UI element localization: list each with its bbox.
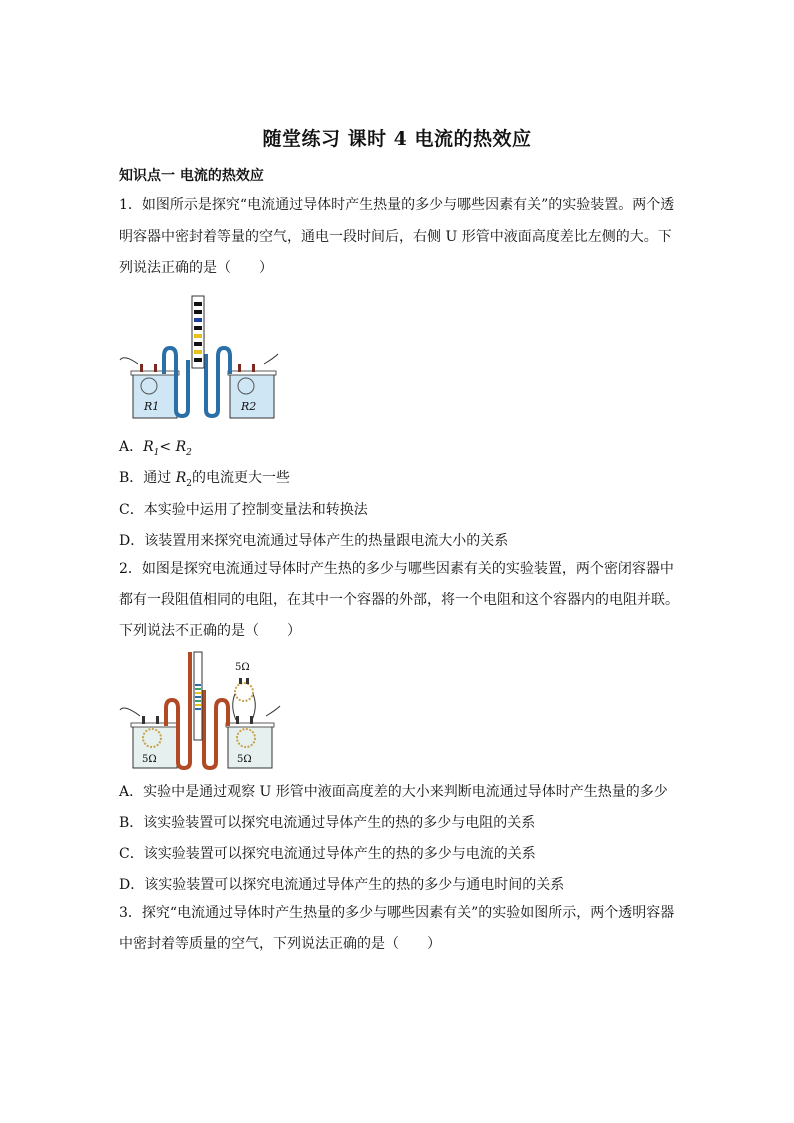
q2-option-d[interactable]: D．该实验装置可以探究电流通过导体产生的热的多少与通电时间的关系 (119, 877, 565, 893)
q1-option-d[interactable]: D．该装置用来探究电流通过导体产生的热量跟电流大小的关系 (119, 533, 509, 549)
q2-option-c[interactable]: C．该实验装置可以探究电流通过导体产生的热的多少与电流的关系 (119, 846, 536, 862)
q2-line-1: 2．如图是探究电流通过导体时产生热的多少与哪些因素有关的实验装置，两个密闭容器中 (119, 561, 674, 577)
q2-top-resistor-label: 5Ω (235, 662, 250, 673)
q1-option-c[interactable]: C．本实验中运用了控制变量法和转换法 (119, 502, 368, 518)
q3-line-2: 中密封着等质量的空气，下列说法正确的是（ ） (119, 936, 441, 952)
q1-apparatus-figure (118, 294, 280, 422)
q1-line-3: 列说法正确的是（ ） (119, 260, 273, 276)
q2-option-b[interactable]: B．该实验装置可以探究电流通过导体产生的热的多少与电阻的关系 (119, 815, 536, 831)
q1-terminal (140, 364, 143, 372)
q1-terminal (238, 364, 241, 372)
svg-text:5Ω (237, 754, 252, 765)
q2-line-3: 下列说法不正确的是（ ） (119, 623, 301, 639)
q2-right-resistor-label: 5Ω (237, 754, 252, 765)
q2-option-a[interactable]: A．实验中是通过观察 U 形管中液面高度差的大小来判断电流通过导体时产生热量的多少 (119, 784, 668, 800)
q1-right-u-tube (206, 348, 230, 416)
q1-left-wire (120, 358, 138, 364)
q2-left-resistor-label: 5Ω (142, 754, 157, 765)
q2-right-wire (266, 706, 280, 716)
q2-line-2: 都有一段阻值相同的电阻，在其中一个容器的外部，将一个电阻和这个容器内的电阻并联。 (119, 592, 679, 608)
q1-line-1: 1．如图所示是探究“电流通过导体时产生热量的多少与哪些因素有关”的实验装置。两个透 (119, 197, 675, 213)
q2-right-u-tube (204, 690, 228, 768)
svg-text:5Ω (142, 754, 157, 765)
q1-line-2: 明容器中密封着等量的空气，通电一段时间后，右侧 U 形管中液面高度差比左侧的大。下 (119, 229, 672, 245)
q2-apparatus-figure (118, 650, 282, 772)
q1-terminal (154, 364, 157, 372)
page-title: 随堂练习 课时 4 电流的热效应 (262, 128, 532, 150)
q2-external-resistor-coil (235, 683, 253, 701)
q1-right-wire (264, 354, 278, 364)
q1-option-b[interactable]: B．通过 $R_2$的电流更大一些 (119, 470, 291, 489)
q1-right-resistor-label: R2 (241, 400, 257, 413)
q3-line-1: 3．探究“电流通过导体时产生热量的多少与哪些因素有关”的实验如图所示，两个透明容器 (119, 905, 675, 921)
q1-terminal (252, 364, 255, 372)
section-heading: 知识点一 电流的热效应 (119, 168, 264, 184)
svg-text:R1 (143, 400, 159, 413)
q1-left-resistor-label: R1 (144, 400, 160, 413)
svg-text:5Ω (235, 662, 250, 673)
q2-left-wire (120, 708, 140, 716)
q1-scale-ruler (192, 296, 204, 368)
q1-option-a[interactable]: A．$R_1< R_2$ (119, 439, 192, 458)
svg-text:R2 (240, 400, 256, 413)
